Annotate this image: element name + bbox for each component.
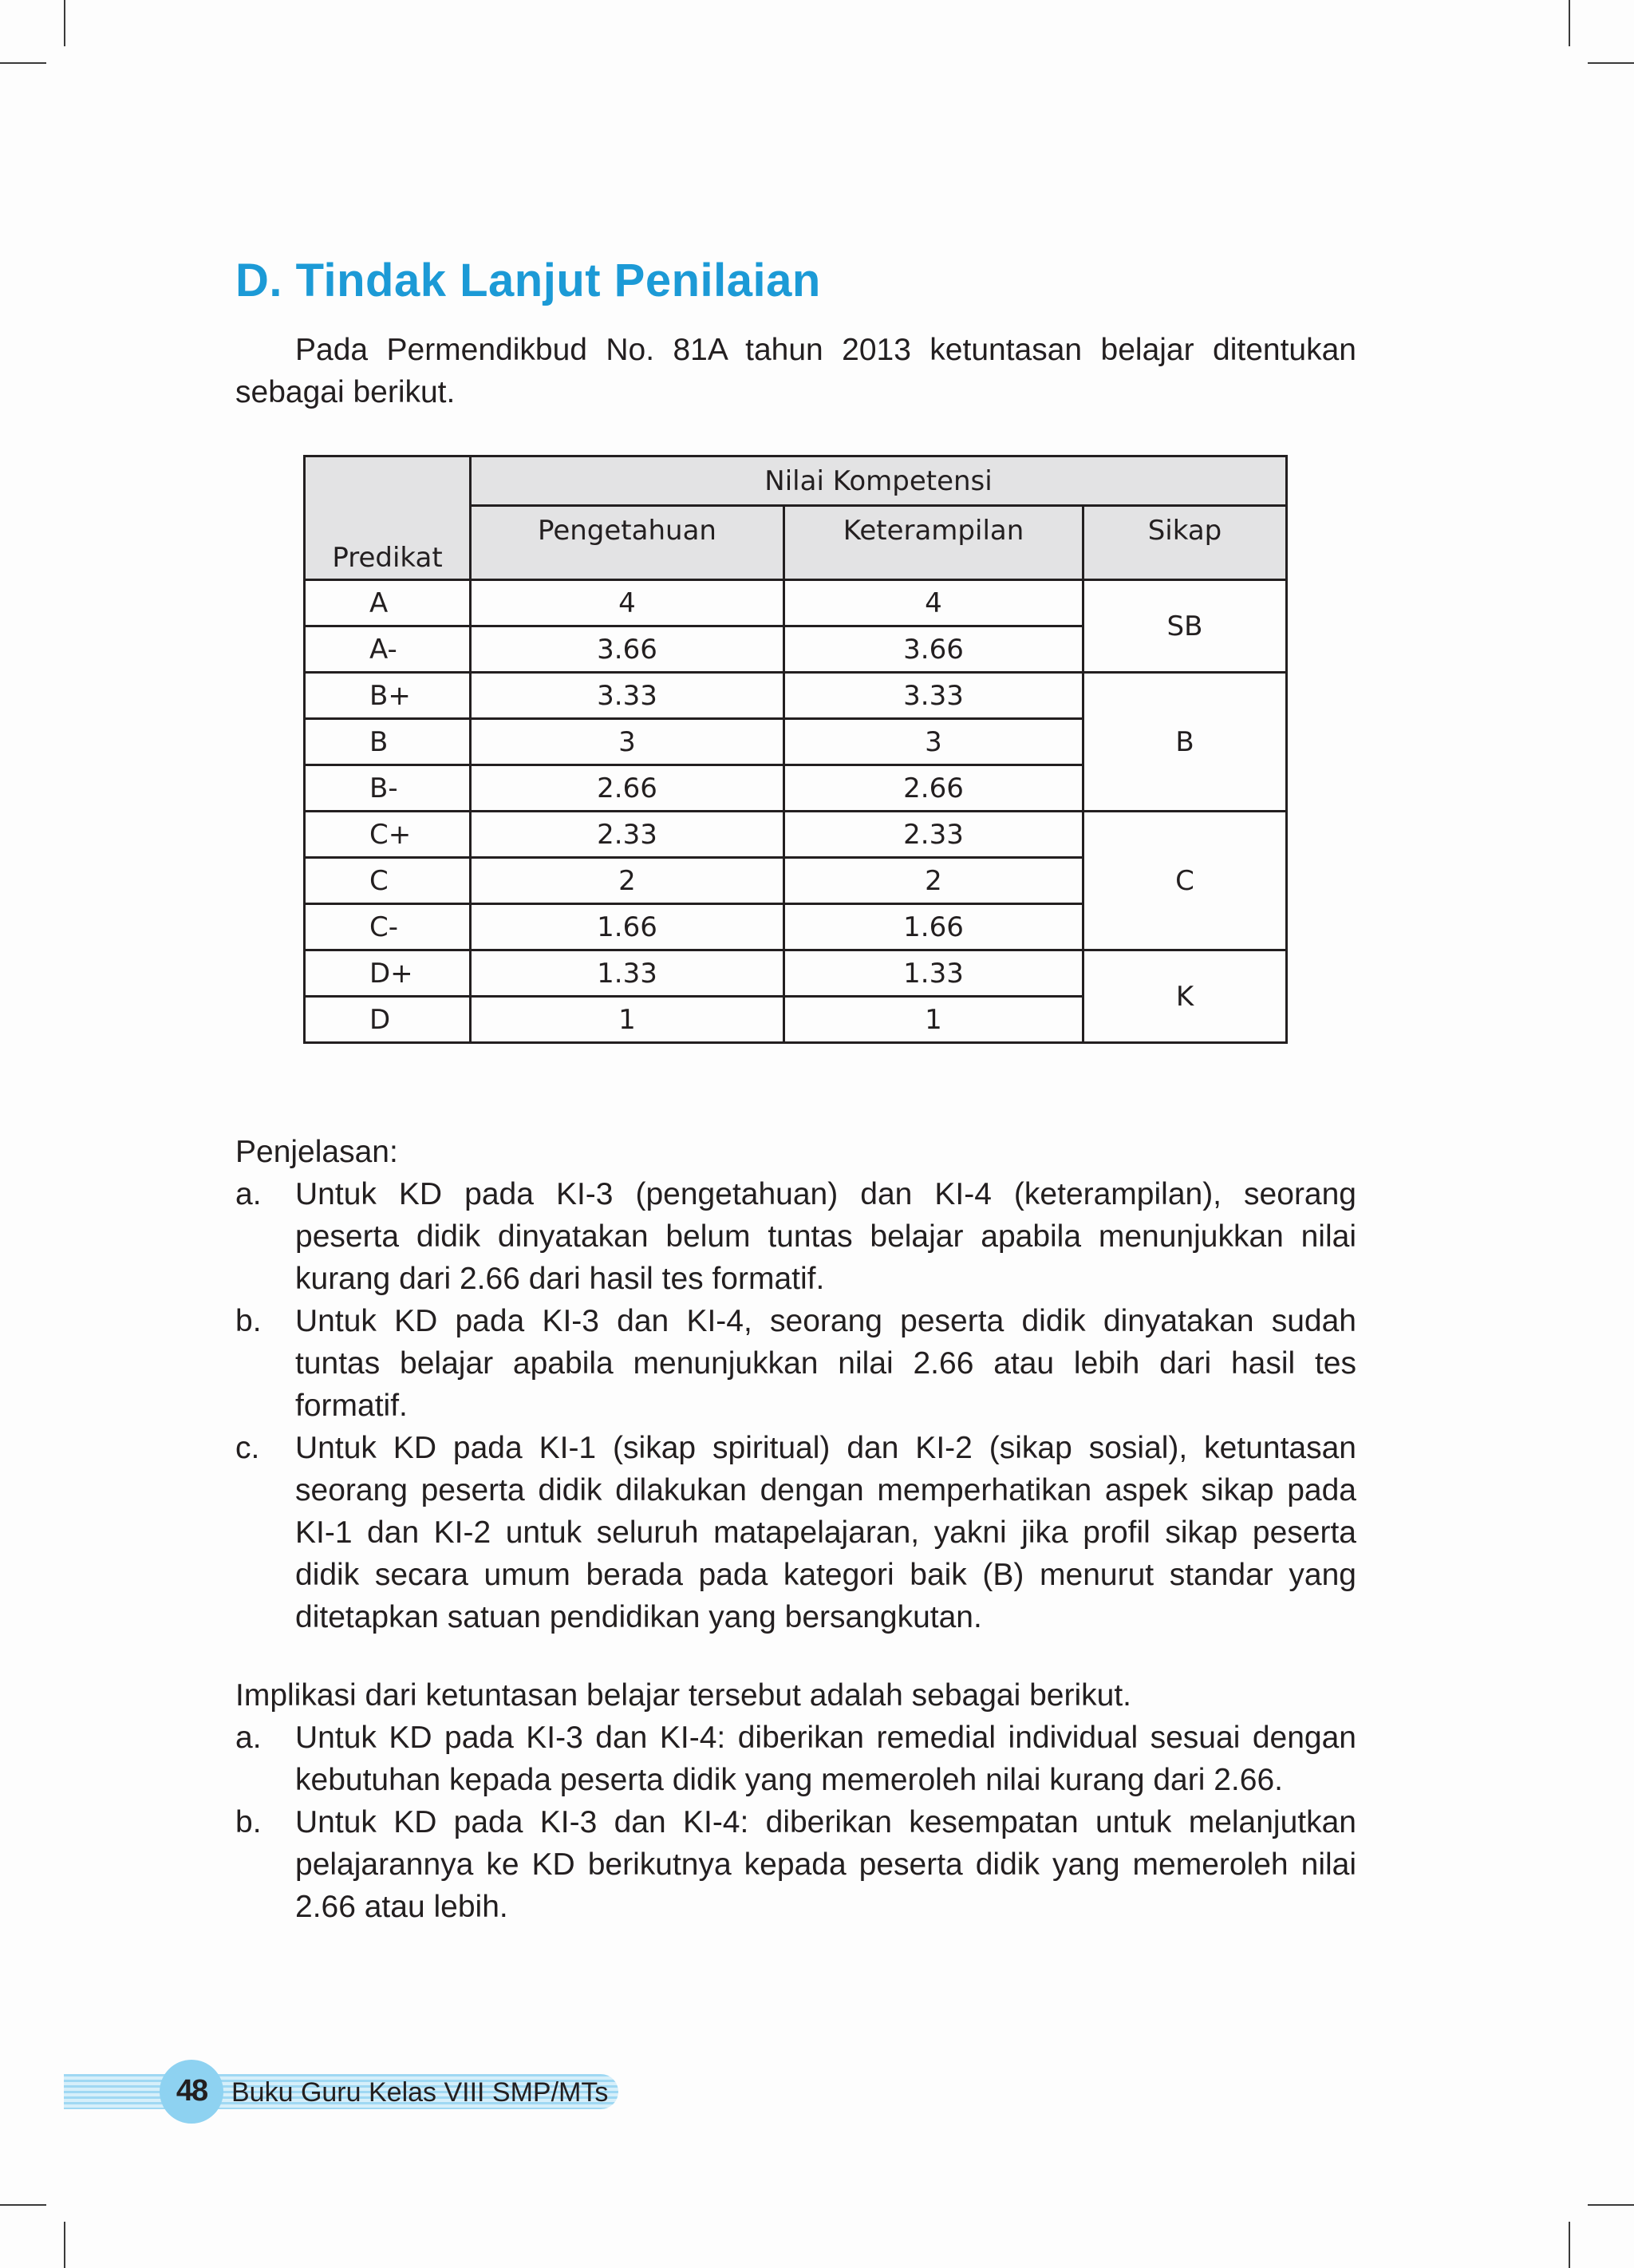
table-row bbox=[305, 950, 1287, 997]
cell-keterampilan: 1.33 bbox=[784, 950, 1083, 997]
page-number: 48 bbox=[176, 2074, 207, 2108]
cell-pengetahuan: 3.66 bbox=[471, 626, 784, 673]
cell-keterampilan: 3.66 bbox=[784, 626, 1083, 673]
crop-mark bbox=[0, 62, 46, 64]
list-item-text: Untuk KD pada KI-3 dan KI-4: diberikan remedial individual sesuai dengan kebutuhan kepada peserta didik yang memeroleh nilai kurang dari 2.66. bbox=[295, 1721, 1356, 1797]
header-sikap: Sikap bbox=[1083, 506, 1287, 580]
cell-pengetahuan: 3 bbox=[471, 719, 784, 765]
cell-pengetahuan: 2.33 bbox=[471, 812, 784, 858]
cell-predikat: B- bbox=[305, 765, 471, 812]
header-keterampilan: Keterampilan bbox=[784, 506, 1083, 580]
cell-predikat: B bbox=[305, 719, 471, 765]
list-item bbox=[235, 1717, 1356, 1801]
cell-keterampilan: 4 bbox=[784, 580, 1083, 626]
table-row bbox=[305, 673, 1287, 719]
header-pengetahuan: Pengetahuan bbox=[471, 506, 784, 580]
cell-keterampilan: 2.33 bbox=[784, 812, 1083, 858]
list-item bbox=[235, 1801, 1356, 1928]
cell-predikat: A bbox=[305, 580, 471, 626]
grade-table bbox=[303, 455, 1288, 1044]
header-nilai-kompetensi: Nilai Kompetensi bbox=[471, 456, 1287, 506]
list-item-text: Untuk KD pada KI-1 (sikap spiritual) dan KI-2 (sikap sosial), ketuntasan seorang peserta didik dilakukan dengan memperhatikan aspek sikap pada KI-1 dan KI-2 untuk seluruh matapelajaran, yakni jika profil sikap peserta didik secara umum berada pada kategori baik (B) menurut standar yang ditetapkan satuan pendidikan yang bersangkutan. bbox=[295, 1431, 1356, 1634]
list-marker: a. bbox=[235, 1177, 262, 1211]
footer-book-title: Buku Guru Kelas VIII SMP/MTs bbox=[231, 2077, 609, 2108]
cell-sikap: K bbox=[1083, 950, 1287, 1043]
list-item-text: Untuk KD pada KI-3 (pengetahuan) dan KI-4 (keterampilan), seorang peserta didik dinyatakan belum tuntas belajar apabila menunjukkan nilai kurang dari 2.66 dari hasil tes formatif. bbox=[295, 1177, 1356, 1296]
crop-mark bbox=[64, 2222, 65, 2268]
implikasi-label: Implikasi dari ketuntasan belajar tersebut adalah sebagai berikut. bbox=[235, 1678, 1132, 1713]
crop-mark bbox=[1569, 0, 1570, 46]
cell-keterampilan: 1 bbox=[784, 997, 1083, 1043]
list-marker: c. bbox=[235, 1431, 260, 1465]
table-row bbox=[305, 580, 1287, 626]
crop-mark bbox=[0, 2204, 46, 2206]
crop-mark bbox=[64, 0, 65, 46]
table-header-row bbox=[305, 456, 1287, 506]
penjelasan-label: Penjelasan: bbox=[235, 1135, 398, 1169]
cell-sikap: B bbox=[1083, 673, 1287, 812]
list-item bbox=[235, 1427, 1356, 1638]
cell-sikap: C bbox=[1083, 812, 1287, 950]
cell-pengetahuan: 2 bbox=[471, 858, 784, 904]
cell-keterampilan: 3 bbox=[784, 719, 1083, 765]
list-item-text: Untuk KD pada KI-3 dan KI-4, seorang peserta didik dinyatakan sudah tuntas belajar apabila menunjukkan nilai 2.66 atau lebih dari hasil tes formatif. bbox=[295, 1304, 1356, 1423]
cell-predikat: C- bbox=[305, 904, 471, 950]
section-heading: D. Tindak Lanjut Penilaian bbox=[235, 255, 821, 306]
header-predikat: Predikat bbox=[305, 456, 471, 580]
cell-pengetahuan: 2.66 bbox=[471, 765, 784, 812]
cell-predikat: C bbox=[305, 858, 471, 904]
cell-pengetahuan: 1 bbox=[471, 997, 784, 1043]
cell-predikat: D+ bbox=[305, 950, 471, 997]
penjelasan-list bbox=[235, 1173, 1356, 1638]
table-row bbox=[305, 812, 1287, 858]
intro-paragraph: Pada Permendikbud No. 81A tahun 2013 ketuntasan belajar ditentukan sebagai berikut. bbox=[235, 333, 1356, 409]
cell-predikat: B+ bbox=[305, 673, 471, 719]
crop-mark bbox=[1588, 2204, 1634, 2206]
implikasi-list bbox=[235, 1717, 1356, 1928]
cell-predikat: A- bbox=[305, 626, 471, 673]
cell-keterampilan: 1.66 bbox=[784, 904, 1083, 950]
cell-pengetahuan: 1.33 bbox=[471, 950, 784, 997]
cell-keterampilan: 2 bbox=[784, 858, 1083, 904]
crop-mark bbox=[1569, 2222, 1570, 2268]
list-item bbox=[235, 1173, 1356, 1300]
cell-pengetahuan: 1.66 bbox=[471, 904, 784, 950]
cell-sikap: SB bbox=[1083, 580, 1287, 673]
list-marker: b. bbox=[235, 1304, 262, 1338]
cell-pengetahuan: 3.33 bbox=[471, 673, 784, 719]
list-marker: a. bbox=[235, 1721, 262, 1755]
cell-keterampilan: 3.33 bbox=[784, 673, 1083, 719]
cell-predikat: C+ bbox=[305, 812, 471, 858]
cell-keterampilan: 2.66 bbox=[784, 765, 1083, 812]
list-item-text: Untuk KD pada KI-3 dan KI-4: diberikan kesempatan untuk melanjutkan pelajarannya ke KD berikutnya kepada peserta didik yang memeroleh nilai 2.66 atau lebih. bbox=[295, 1805, 1356, 1924]
crop-mark bbox=[1588, 62, 1634, 64]
cell-pengetahuan: 4 bbox=[471, 580, 784, 626]
list-item bbox=[235, 1300, 1356, 1427]
cell-predikat: D bbox=[305, 997, 471, 1043]
list-marker: b. bbox=[235, 1805, 262, 1839]
